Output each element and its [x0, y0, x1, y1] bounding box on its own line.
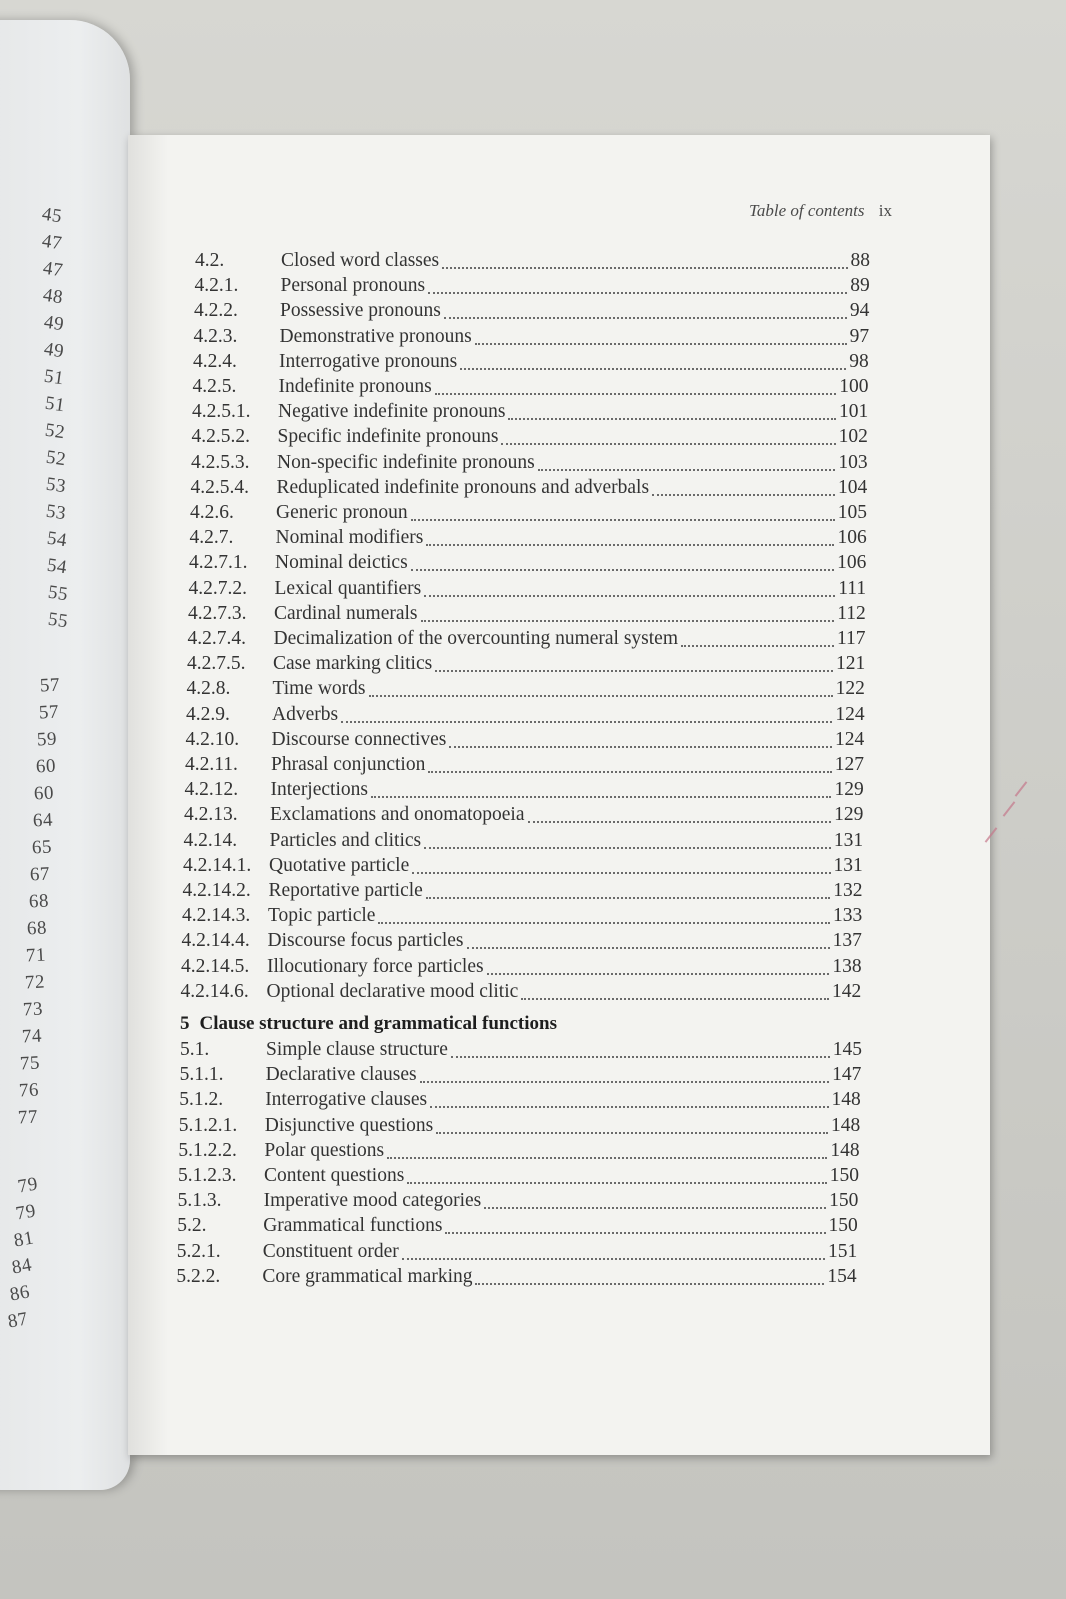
toc-entry-number: 4.2.12. [184, 779, 239, 801]
toc-entry-title: Reduplicated indefinite pronouns and adverbals [276, 476, 650, 498]
toc-entry-number: 4.2.14.5. [181, 955, 250, 977]
toc-entry-page: 104 [838, 476, 868, 498]
left-page-number: 59 [36, 728, 58, 751]
toc-entry-title: Closed word classes [281, 250, 440, 271]
right-page [128, 135, 990, 1455]
toc-entry[interactable] [179, 1115, 860, 1139]
toc-entry-number: 4.2.10. [185, 728, 240, 750]
toc-entry-title: Non-specific indefinite pronouns [277, 451, 535, 473]
toc-entry-page: 138 [832, 955, 862, 977]
toc-entry-title: Cardinal numerals [274, 602, 418, 624]
toc-entry-page: 131 [833, 829, 864, 851]
chapter-heading[interactable] [180, 1013, 557, 1035]
left-page-number: 64 [32, 809, 54, 832]
toc-entry-title: Optional declarative mood clitic [266, 980, 519, 1002]
toc-entry-title: Demonstrative pronouns [279, 325, 472, 347]
left-page-number: 60 [33, 782, 55, 805]
toc-entry[interactable] [182, 930, 862, 954]
dot-leader [411, 563, 834, 571]
dot-leader [426, 891, 830, 899]
toc-entry-number: 4.2.7.1. [189, 552, 248, 574]
toc-entry-number: 4.2.7.3. [188, 602, 247, 624]
dot-leader [421, 614, 835, 622]
dot-leader [475, 1277, 824, 1285]
dot-leader [460, 362, 846, 370]
left-page-number: 87 [6, 1308, 30, 1333]
dot-leader [426, 538, 834, 546]
toc-entry[interactable] [183, 855, 863, 879]
toc-entry-number: 4.2.11. [185, 754, 238, 775]
toc-entry-number: 4.2.14. [183, 829, 238, 851]
left-page-number: 79 [14, 1200, 38, 1225]
toc-entry[interactable] [195, 275, 870, 299]
toc-entry-page: 111 [838, 577, 867, 599]
toc-entry-title: Discourse connectives [271, 728, 447, 750]
toc-entry[interactable] [187, 653, 865, 677]
dot-leader [436, 1126, 828, 1134]
dot-leader [449, 740, 832, 748]
left-page-number: 57 [39, 674, 61, 697]
toc-entry-title: Declarative clauses [265, 1064, 417, 1086]
toc-entry[interactable] [178, 1165, 859, 1189]
toc-entry-page: 112 [837, 602, 866, 624]
left-page-number: 54 [45, 554, 69, 579]
dot-leader [435, 387, 836, 395]
toc-entry-number: 4.2.5.4. [190, 476, 249, 498]
left-page-number: 55 [46, 581, 70, 606]
left-page-number: 52 [44, 446, 68, 471]
toc-entry-number: 4.2.9. [186, 703, 230, 725]
dot-leader [424, 841, 831, 849]
toc-entry-title: Interrogative clauses [265, 1089, 428, 1111]
toc-entry-page: 97 [849, 325, 870, 347]
toc-entry-number: 5.1.3. [177, 1190, 222, 1212]
toc-entry-page: 103 [838, 451, 868, 473]
left-page-number: 54 [45, 527, 69, 552]
left-page-number: 52 [43, 419, 67, 444]
dot-leader [652, 488, 835, 496]
left-page-number: 51 [43, 392, 67, 417]
toc-entry-page: 150 [829, 1165, 859, 1186]
toc-entry-number: 4.2.5.3. [191, 451, 250, 473]
toc-entry-title: Personal pronouns [280, 275, 426, 297]
toc-entry-page: 154 [827, 1265, 857, 1287]
toc-entry[interactable] [185, 779, 864, 803]
toc-entry-page: 122 [835, 678, 865, 700]
toc-entry[interactable] [188, 603, 866, 627]
toc-entry[interactable] [176, 1266, 856, 1290]
toc-entry-page: 100 [839, 376, 869, 397]
dot-leader [402, 1252, 825, 1260]
toc-entry[interactable] [182, 905, 862, 929]
toc-entry[interactable] [178, 1140, 859, 1164]
left-page-number: 57 [38, 701, 60, 724]
toc-entry-page: 101 [838, 401, 869, 423]
chapter-number: 5 [180, 1013, 190, 1034]
left-page-number: 81 [12, 1227, 36, 1252]
toc-entry-title: Constituent order [262, 1240, 399, 1262]
dot-leader [681, 639, 834, 647]
dot-leader [428, 286, 847, 294]
toc-entry[interactable] [189, 552, 866, 576]
left-page-number: 47 [41, 257, 65, 282]
toc-entry[interactable] [180, 1064, 862, 1088]
left-page-number: 49 [42, 311, 66, 336]
toc-entry[interactable] [180, 1039, 862, 1063]
toc-entry[interactable] [181, 956, 862, 980]
toc-entry-number: 4.2.14.3. [182, 905, 251, 927]
toc-entry-page: 88 [850, 250, 870, 271]
left-page-number: 79 [16, 1173, 40, 1198]
toc-entry-number: 4.2. [195, 250, 225, 271]
toc-entry-page: 137 [832, 930, 862, 952]
toc-entry-title: Case marking clitics [273, 653, 433, 675]
toc-entry[interactable] [186, 704, 865, 728]
toc-entry-title: Content questions [264, 1165, 405, 1186]
dot-leader [387, 1151, 827, 1159]
toc-entry[interactable] [188, 628, 866, 652]
toc-entry-number: 4.2.14.2. [182, 880, 251, 901]
toc-entry-title: Specific indefinite pronouns [277, 426, 499, 448]
left-page-number: 48 [41, 284, 65, 309]
toc-entry-title: Grammatical functions [263, 1215, 443, 1237]
dot-leader [428, 765, 831, 773]
toc-entry[interactable] [194, 326, 870, 350]
table-of-contents [128, 135, 990, 1455]
left-page-number: 45 [40, 203, 64, 228]
toc-entry-number: 4.2.5. [192, 376, 237, 397]
dot-leader [467, 941, 830, 949]
toc-entry-number: 5.1.2.1. [178, 1114, 238, 1136]
toc-entry-title: Possessive pronouns [280, 300, 441, 322]
left-page-number: 77 [17, 1106, 39, 1129]
left-page-number: 75 [19, 1052, 41, 1075]
toc-entry-page: 132 [833, 880, 863, 901]
dot-leader [508, 412, 835, 420]
toc-entry-page: 148 [830, 1139, 860, 1161]
toc-entry[interactable] [184, 830, 864, 854]
toc-entry-number: 4.2.4. [193, 350, 237, 372]
dot-leader [528, 815, 832, 823]
toc-entry-title: Negative indefinite pronouns [278, 401, 506, 423]
toc-entry-title: Generic pronoun [276, 502, 408, 523]
toc-entry-number: 5.2.2. [176, 1265, 221, 1287]
left-page-number: 65 [31, 836, 53, 859]
dot-leader [411, 513, 835, 521]
dot-leader [412, 866, 830, 874]
dot-leader [341, 715, 832, 723]
left-page-number: 68 [26, 917, 48, 940]
dot-leader [424, 589, 835, 597]
toc-entry-number: 4.2.5.2. [191, 426, 250, 448]
chapter-title: Clause structure and grammatical functions [199, 1013, 557, 1034]
toc-entry-title: Exclamations and onomatopoeia [270, 804, 525, 826]
toc-entry-number: 5.2.1. [176, 1240, 221, 1262]
toc-entry-page: 151 [827, 1240, 858, 1262]
toc-entry-title: Polar questions [264, 1139, 385, 1161]
toc-entry-title: Lexical quantifiers [274, 577, 422, 599]
dot-leader [442, 261, 847, 269]
toc-entry[interactable] [192, 401, 868, 425]
running-head-title: Table of contents [748, 201, 865, 220]
toc-entry[interactable] [187, 678, 865, 702]
toc-entry-title: Discourse focus particles [267, 930, 464, 952]
left-page-number: 53 [44, 473, 68, 498]
toc-entry[interactable] [178, 1190, 859, 1214]
left-page-number: 49 [42, 338, 66, 363]
toc-entry[interactable] [179, 1089, 861, 1113]
toc-entry-page: 127 [834, 754, 864, 775]
toc-entry-page: 148 [831, 1089, 861, 1111]
toc-entry[interactable] [192, 426, 868, 450]
toc-entry-page: 98 [849, 350, 869, 372]
running-head-page-number: ix [878, 201, 892, 220]
toc-entry-number: 5.1.1. [179, 1064, 224, 1086]
toc-entry-page: 105 [837, 502, 867, 523]
toc-entry[interactable] [195, 250, 870, 274]
toc-entry-page: 145 [832, 1039, 862, 1060]
left-page-number: 74 [21, 1025, 43, 1048]
toc-entry-page: 147 [832, 1064, 862, 1086]
toc-entry-title: Nominal modifiers [275, 527, 424, 549]
toc-entry-page: 117 [836, 628, 866, 649]
toc-entry[interactable] [185, 754, 864, 778]
dot-leader [451, 1050, 830, 1058]
toc-entry-page: 121 [835, 653, 866, 675]
toc-entry-page: 129 [834, 779, 864, 801]
toc-entry-title: Interrogative pronouns [279, 350, 458, 372]
toc-entry-title: Simple clause structure [266, 1039, 448, 1060]
toc-entry[interactable] [190, 527, 867, 551]
toc-entry-number: 4.2.8. [186, 678, 231, 700]
toc-entry-page: 129 [834, 804, 864, 826]
left-page-number: 72 [24, 971, 46, 994]
left-page-number: 53 [45, 500, 68, 525]
toc-entry-page: 133 [832, 905, 863, 927]
dot-leader [407, 1176, 826, 1184]
toc-entry-title: Disjunctive questions [264, 1114, 434, 1136]
toc-entry-title: Time words [272, 678, 366, 700]
dot-leader [521, 992, 829, 1000]
toc-entry-page: 150 [829, 1190, 859, 1212]
toc-entry-number: 4.2.7.4. [187, 628, 246, 649]
dot-leader [501, 437, 835, 445]
toc-entry-title: Topic particle [268, 905, 376, 927]
left-page-number: 76 [18, 1079, 40, 1102]
toc-entry-number: 4.2.7. [189, 527, 234, 549]
dot-leader [369, 689, 833, 697]
toc-entry-title: Particles and clitics [269, 829, 422, 851]
toc-entry-number: 4.2.14.4. [181, 930, 250, 952]
toc-entry-title: Phrasal conjunction [271, 754, 426, 775]
toc-entry-page: 142 [832, 980, 862, 1002]
toc-entry[interactable] [186, 729, 865, 753]
toc-entry-number: 4.2.5.1. [192, 401, 251, 423]
toc-entry-page: 89 [850, 275, 870, 297]
left-page-number: 73 [22, 998, 44, 1021]
dot-leader [378, 916, 829, 924]
toc-entry-number: 4.2.14.1. [183, 854, 252, 876]
toc-entry-page: 94 [849, 300, 870, 322]
toc-entry-title: Indefinite pronouns [278, 376, 432, 397]
toc-entry-page: 106 [837, 527, 867, 549]
dot-leader [538, 463, 836, 471]
left-page-number: 47 [41, 230, 64, 255]
toc-entry[interactable] [183, 880, 863, 904]
toc-entry[interactable] [193, 376, 869, 400]
left-page-number: 71 [25, 944, 47, 967]
toc-entry-number: 5.2. [177, 1215, 207, 1237]
toc-entry[interactable] [191, 477, 868, 501]
toc-entry[interactable] [181, 981, 862, 1005]
toc-entry[interactable] [194, 300, 869, 324]
toc-entry-number: 5.1.2.2. [178, 1139, 237, 1161]
toc-entry[interactable] [191, 452, 868, 476]
toc-entry-page: 124 [835, 728, 865, 750]
toc-entry-page: 102 [838, 426, 868, 448]
toc-entry-title: Nominal deictics [275, 552, 408, 574]
left-page-number: 86 [8, 1281, 32, 1306]
toc-entry-title: Adverbs [272, 703, 339, 725]
toc-entry[interactable] [193, 351, 869, 375]
toc-entry-number: 5.1.2. [179, 1089, 224, 1111]
toc-entry-title: Interjections [270, 779, 368, 801]
toc-entry[interactable] [189, 578, 867, 602]
toc-entry-number: 4.2.7.5. [187, 653, 246, 675]
dot-leader [430, 1100, 828, 1108]
toc-entry-number: 4.2.6. [190, 502, 234, 523]
toc-entry-number: 5.1.2.3. [178, 1165, 237, 1186]
toc-entry-title: Core grammatical marking [262, 1265, 473, 1287]
toc-entry[interactable] [177, 1241, 857, 1265]
toc-entry-title: Illocutionary force particles [267, 955, 484, 977]
toc-entry-title: Quotative particle [269, 854, 410, 876]
toc-entry[interactable] [177, 1215, 858, 1239]
left-page-number: 55 [46, 608, 70, 633]
dot-leader [484, 1201, 826, 1209]
toc-entry-number: 4.2.14.6. [180, 980, 249, 1002]
toc-entry-number: 5.1. [180, 1039, 210, 1060]
left-page-number: 51 [43, 365, 66, 390]
toc-entry-number: 4.2.3. [193, 325, 238, 347]
dot-leader [371, 790, 831, 798]
dot-leader [444, 311, 847, 319]
toc-entry-title: Decimalization of the overcounting numeral system [273, 628, 679, 649]
left-page-number: 67 [29, 863, 51, 886]
dot-leader [435, 664, 833, 672]
dot-leader [445, 1226, 825, 1234]
dot-leader [475, 337, 847, 345]
toc-entry-page: 131 [833, 854, 863, 876]
toc-entry-page: 106 [837, 552, 867, 574]
left-page [0, 20, 130, 1490]
dot-leader [420, 1075, 830, 1083]
toc-entry[interactable] [184, 804, 863, 828]
toc-entry-title: Reportative particle [268, 880, 423, 901]
toc-entry-title: Imperative mood categories [263, 1190, 482, 1212]
left-page-number: 60 [35, 755, 57, 778]
left-page-number: 84 [10, 1254, 34, 1279]
left-page-number: 68 [28, 890, 50, 913]
toc-entry-number: 4.2.1. [194, 275, 239, 297]
toc-entry-number: 4.2.7.2. [188, 577, 247, 599]
dot-leader [487, 967, 830, 975]
toc-entry-page: 124 [835, 703, 865, 725]
toc-entry[interactable] [190, 502, 867, 526]
toc-entry-number: 4.2.2. [194, 300, 238, 322]
toc-entry-page: 150 [828, 1215, 858, 1237]
toc-entry-number: 4.2.13. [184, 804, 238, 826]
toc-entry-page: 148 [830, 1114, 861, 1136]
